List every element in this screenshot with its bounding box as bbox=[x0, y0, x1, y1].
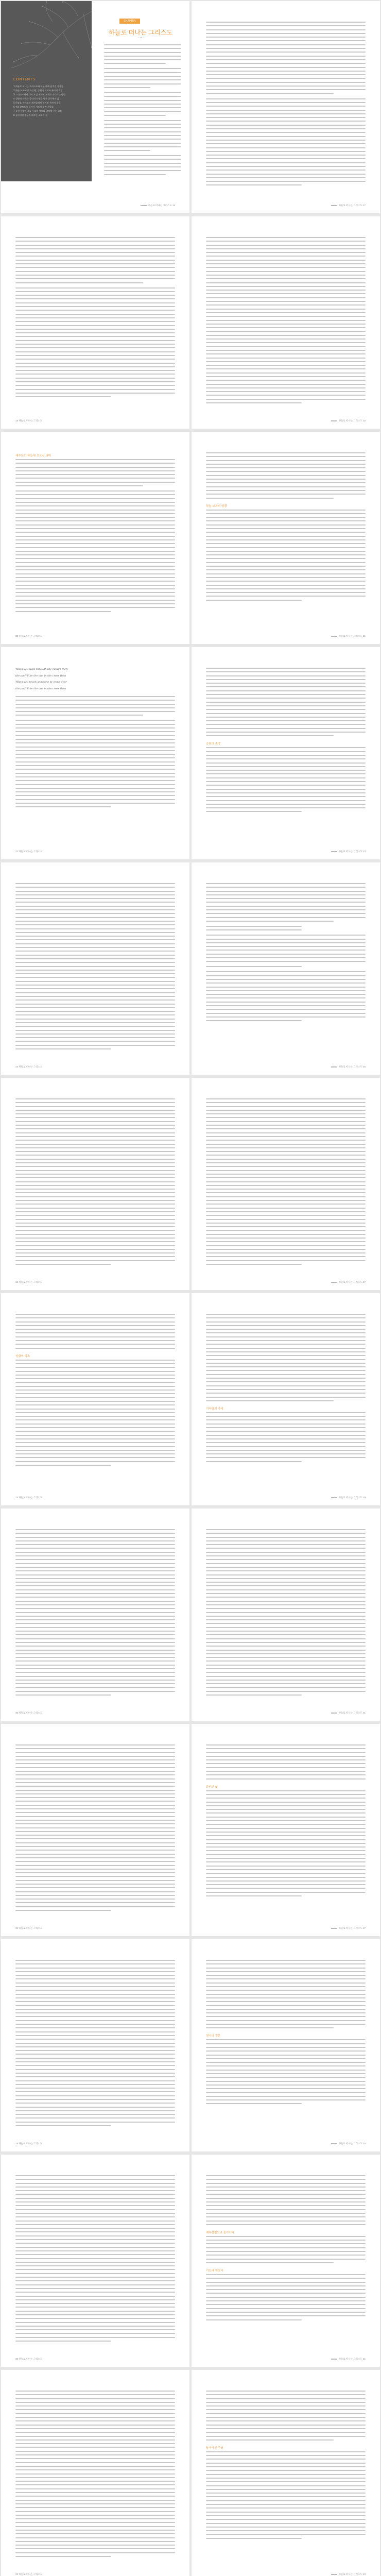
text-page bbox=[192, 862, 380, 1075]
toc-item[interactable]: 4 성령의 약속과 증인의 사명을 받은 공동체의 삶 bbox=[13, 97, 59, 100]
text-page bbox=[192, 1939, 380, 2151]
text-page bbox=[192, 647, 380, 859]
page-footer: 하늘로 떠나는 그리스도 25 bbox=[331, 1065, 366, 1069]
toc-heading: CONTENTS bbox=[13, 77, 36, 81]
page-footer: 하늘로 떠나는 그리스도 29 bbox=[331, 1496, 366, 1499]
section-heading: 성령의 약속 bbox=[15, 1354, 30, 1358]
contents-page bbox=[1, 1, 189, 213]
section-heading: 천사의 질문 bbox=[206, 2035, 221, 2038]
quote-line: When you reach someone to come over bbox=[15, 681, 67, 684]
text-page bbox=[192, 2155, 380, 2367]
section-heading: 높아지신 주님 bbox=[206, 2446, 223, 2449]
toc-item[interactable]: 1 하늘로 떠나는 그리스도와 하늘 아래 남겨진 제자들 bbox=[13, 85, 63, 88]
page-footer: 32 하늘로 떠나는 그리스도 bbox=[15, 1927, 43, 1929]
text-page bbox=[1, 1724, 189, 1936]
text-page bbox=[192, 2370, 380, 2576]
page-footer: 22 하늘로 떠나는 그리스도 bbox=[15, 850, 43, 853]
page-footer: 하늘로 떠나는 그리스도 19 bbox=[331, 2142, 366, 2145]
page-footer: 30 하늘로 떠나는 그리스도 bbox=[15, 1711, 43, 1714]
toc-item[interactable]: 7 승천 신앙이 오늘 우리의 예배와 일상에 주는 교훈 bbox=[13, 110, 62, 112]
section-heading: 승천의 소망 bbox=[206, 742, 221, 745]
page-footer: 22 하늘로 떠나는 그리스도 bbox=[15, 2573, 43, 2575]
page-footer: 18 하늘로 떠나는 그리스도 bbox=[15, 419, 43, 422]
quote-line: When you walk through the clouds then bbox=[15, 668, 68, 671]
text-page bbox=[1, 1293, 189, 1505]
text-page bbox=[192, 432, 380, 644]
page-footer: 24 하늘로 떠나는 그리스도 bbox=[15, 1065, 43, 1068]
text-page bbox=[1, 2155, 189, 2367]
text-page bbox=[192, 1, 380, 213]
text-page bbox=[1, 1939, 189, 2151]
text-page bbox=[192, 216, 380, 429]
hero-panel bbox=[1, 1, 92, 181]
text-page bbox=[1, 647, 189, 859]
page-footer: 20 하늘로 떠나는 그리스도 bbox=[15, 635, 43, 637]
toc-item[interactable]: 3 그리스도께서 다시 오실 때까지 교회가 기다리는 방법 bbox=[13, 93, 65, 96]
toc-item[interactable]: 2 하늘 보좌에 앉으신 왕, 승천의 의미와 우리의 소망 bbox=[13, 89, 63, 92]
text-page bbox=[1, 1509, 189, 1721]
page-footer: 하늘로 떠나는 그리스도 21 bbox=[331, 635, 366, 638]
page-footer: 하늘로 떠나는 그리스도 16 bbox=[141, 204, 175, 207]
section-heading: 예수님이 하늘에 오르신 의미 bbox=[15, 454, 51, 457]
page-footer: 하늘로 떠나는 그리스도 31 bbox=[331, 1711, 366, 1715]
toc-item[interactable]: 6 예루살렘으로 돌아가 기도에 힘쓴 사람들 bbox=[13, 106, 54, 108]
text-page bbox=[1, 2370, 189, 2576]
section-heading: 증인의 삶 bbox=[206, 1785, 218, 1788]
title-ornament: — ◆ — bbox=[137, 36, 145, 39]
body-text bbox=[104, 44, 181, 178]
page-footer: 하늘로 떠나는 그리스도 19 bbox=[331, 419, 366, 422]
page-footer: 28 하늘로 떠나는 그리스도 bbox=[15, 1496, 43, 1499]
page-footer: 18 하늘로 떠나는 그리스도 bbox=[15, 2142, 43, 2145]
page-footer: 하늘로 떠나는 그리스도 23 bbox=[331, 850, 366, 853]
chapter-title: 하늘로 떠나는 그리스도 bbox=[109, 29, 172, 36]
text-page bbox=[192, 1293, 380, 1505]
chapter-tag: CHAPTER bbox=[119, 19, 140, 24]
page-footer: 하늘로 떠나는 그리스도 17 bbox=[331, 204, 366, 207]
page-footer: 하늘로 떠나는 그리스도 21 bbox=[331, 2358, 366, 2361]
text-page bbox=[1, 432, 189, 644]
text-page bbox=[1, 1078, 189, 1290]
quote-line: the path'll be the one in the cross then bbox=[15, 674, 66, 677]
section-heading: 하늘 보좌의 영광 bbox=[206, 504, 227, 507]
page-footer: 하늘로 떠나는 그리스도 17 bbox=[331, 1927, 366, 1930]
section-heading: 기도에 힘쓰다 bbox=[206, 2269, 223, 2272]
page-footer: 하늘로 떠나는 그리스도 27 bbox=[331, 1281, 366, 1284]
toc-item[interactable]: 8 높아지신 주님을 따르는 교회의 길 bbox=[13, 114, 47, 116]
toc-item[interactable]: 5 하늘을 바라보던 제자들에게 주어진 천사의 질문 bbox=[13, 101, 61, 104]
quote-line: the path'll be the one in the cross then bbox=[15, 687, 66, 690]
section-heading: 예루살렘으로 돌아가다 bbox=[206, 2231, 234, 2234]
text-page bbox=[1, 216, 189, 429]
page-footer: 26 하늘로 떠나는 그리스도 bbox=[15, 1281, 43, 1283]
text-page bbox=[192, 1509, 380, 1721]
page-footer: 20 하늘로 떠나는 그리스도 bbox=[15, 2358, 43, 2360]
page-footer: 하늘로 떠나는 그리스도 23 bbox=[331, 2573, 366, 2576]
section-heading: 기다림의 자세 bbox=[206, 1407, 223, 1410]
toc-list bbox=[13, 84, 80, 117]
text-page bbox=[192, 1724, 380, 1936]
text-page bbox=[192, 1078, 380, 1290]
text-page bbox=[1, 862, 189, 1075]
